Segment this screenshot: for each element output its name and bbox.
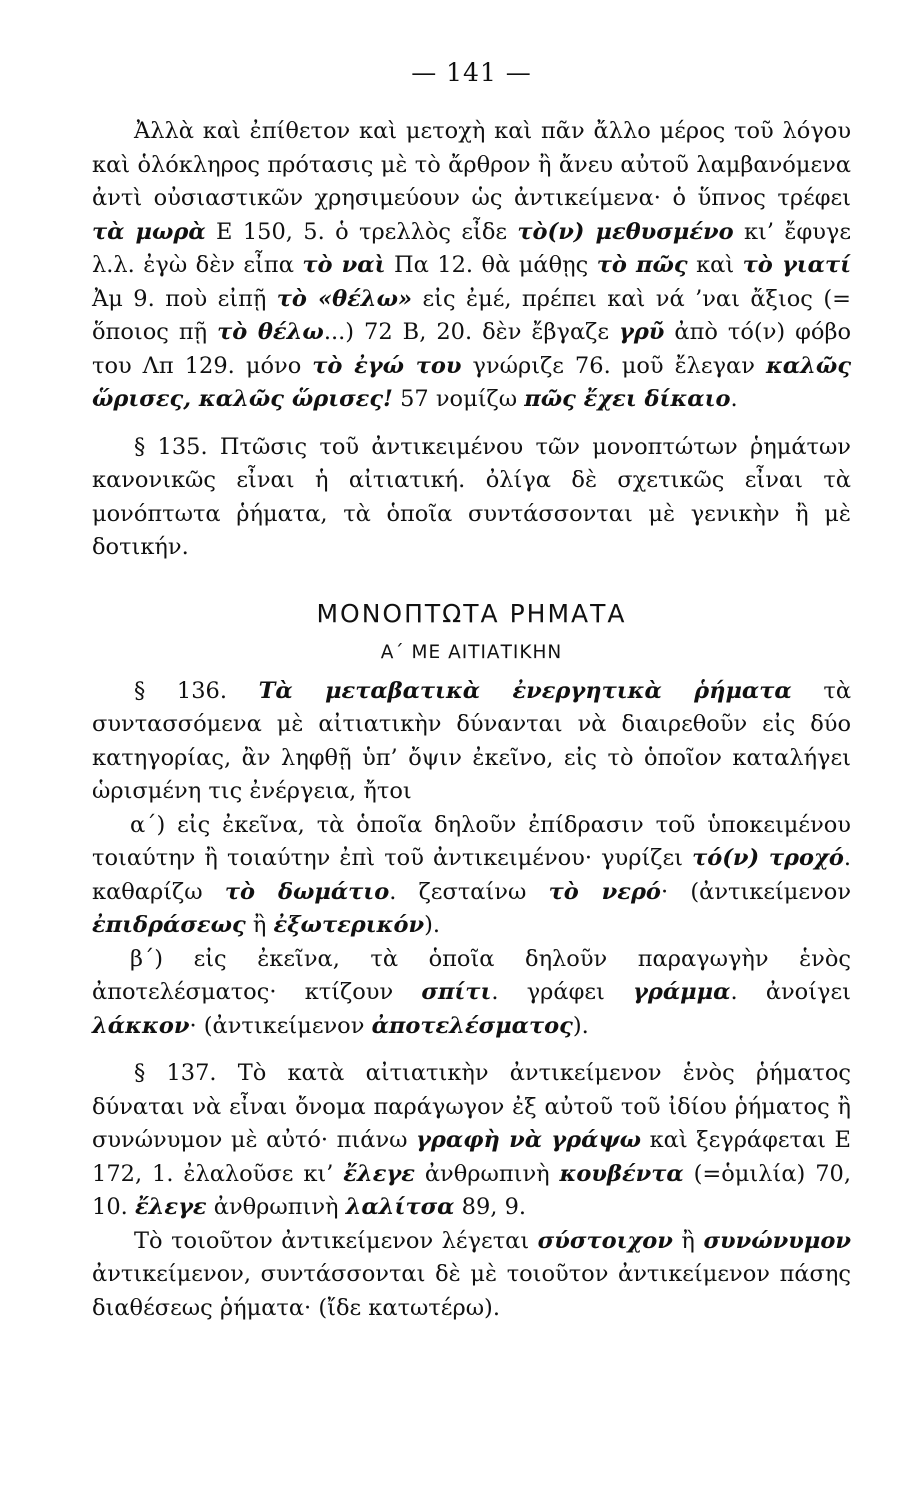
example-phrase: λαλίτσα [345,1194,455,1220]
list-item-alpha [92,809,851,943]
text-run: ...) 72 Β, 20. δὲν ἔβγαζε [323,319,619,345]
text-run: ). [424,912,441,938]
example-phrase: ἔλεγε [343,1160,415,1187]
example-phrase: λάκκον [92,1012,190,1039]
text-run: § 136. [134,677,259,704]
text-run: Ἀλλὰ καὶ ἐπίθετον καὶ μετοχὴ καὶ πᾶν ἄλλο μέρος τοῦ λόγου καὶ ὁλόκληρος πρότασις μὲ τὸ ἄρθρον ἢ ἄνευ αὐτοῦ λαμβανόμενα ἀντὶ οὐσιαστικῶν χρησιμεύουν ὡς ἀντικείμενα· ὁ ὕπνος τρέφει [92,118,851,211]
text-run: (=ὁμιλία) 70, 10. [92,1160,851,1220]
text-run: § 137. Τὸ κατὰ αἰτιατικὴν ἀντικείμενον ἑνὸς ῥήματος δύναται νὰ εἶναι ὄνομα παράγωγον ἐξ αὐτοῦ τοῦ ἰδίου ῥήματος ἢ συνώνυμον μὲ αὐτό· πιάνω [92,1060,851,1153]
key-term: ἐξωτερικόν [273,912,425,938]
example-phrase: τὸ πῶς [596,252,688,278]
text-run: καὶ ξεγράφεται Ε 172, 1. ἐλαλοῦσε κι’ [92,1127,851,1187]
example-phrase: τὸ νερό [548,878,661,905]
text-run: ἀνθρωπινὴ [414,1160,560,1187]
text-run: Τὸ τοιοῦτον ἀντικείμενον λέγεται [134,1227,538,1254]
list-item-beta [92,943,851,1044]
example-phrase: γραφὴ νὰ γράψω [416,1127,642,1153]
example-phrase: κουβέντα [559,1160,684,1187]
text-run: · (ἀντικείμενον [660,878,851,905]
example-phrase: καλῶς ὥρισες, καλῶς ὥρισες! [92,352,852,412]
example-phrase: τὸ ναὶ [302,252,386,278]
subsection-heading: Α΄ ΜΕ ΑΙΤΙΑΤΙΚΗΝ [380,641,563,663]
text-run: α΄) εἰς ἐκεῖνα, τὰ ὁποῖα δηλοῦν ἐπίδρασιν τοῦ ὑποκειμένου τοιαύτην ἢ τοιαύτην ἐπὶ τοῦ ἀντικειμένου· γυρίζει [92,811,851,871]
text-run: κι’ ἔφυγε λ.λ. ἐγὼ δὲν εἶπα [92,218,851,278]
text-run: γνώριζε 76. μοῦ ἔλεγαν [461,352,766,379]
key-term: σύστοιχον [537,1227,673,1254]
text-run: 57 νομίζω [392,386,525,412]
text-run: · (ἀντικείμενον [189,1012,372,1039]
example-phrase: τό(ν) τροχό [692,845,844,871]
text-run: . [730,386,738,412]
text-run: ). [572,1012,589,1039]
text-run: 89, 9. [454,1194,527,1220]
example-phrase: πῶς ἔχει δίκαιο [524,386,731,412]
paragraph-135: § 135. Πτῶσις τοῦ ἀντικειμένου τῶν μονοπτώτων ῥημάτων κανονικῶς εἶναι ἡ αἰτιατική. ὀλίγα δὲ σχετικῶς εἶναι τὰ μονόπτωτα ῥήματα, τὰ ὁποῖα συντάσσονται μὲ γενικὴν ἢ μὲ δοτικήν. [92,433,851,560]
example-phrase: τὰ μωρὰ [92,218,206,245]
text-run: ἀπὸ τό(ν) φόβο του Λπ 129. μόνο [92,319,852,379]
text-run: . ζεσταίνω [389,878,549,905]
section-heading: ΜΟΝΟΠΤΩΤΑ ΡΗΜΑΤΑ [316,598,627,628]
text-run: . καθαρίζω [92,845,851,905]
text-run: ἀνθρωπινὴ [206,1194,346,1220]
paragraph-cognate-object [92,1225,851,1326]
example-phrase: σπίτι [421,979,492,1005]
example-phrase: τὸ(ν) μεθυσμένο [517,218,734,245]
text-run: β΄) εἰς ἐκεῖνα, τὰ ὁποῖα δηλοῦν παραγωγὴν ἑνὸς ἀποτελέσματος· κτίζουν [92,945,851,1005]
example-phrase: γράμμα [633,979,731,1005]
text-run: ἀντικείμενον, συντάσσονται δὲ μὲ τοιοῦτον ἀντικείμενον πάσης διαθέσεως ῥήματα· (ἴδε κατωτέρω). [92,1261,851,1321]
key-term: ἐπιδράσεως [92,912,246,938]
key-term: Τὰ μεταβατικὰ ἐνεργητικὰ ῥήματα [258,677,792,704]
text-run: . ἀνοίγει [730,979,851,1005]
key-term: συνώνυμον [703,1227,851,1254]
paragraph-substantivized-objects [92,115,851,417]
text-run: Ἀμ 9. ποὺ εἰπῇ [92,285,277,312]
text-run: . γράφει [491,979,634,1005]
example-phrase: τὸ ἐγώ του [312,352,462,379]
text-run: καὶ [687,252,743,278]
text-run: Ε 150, 5. ὁ τρελλὸς εἶδε [205,218,518,245]
paragraph-137 [92,1057,851,1225]
text-run: ἢ [672,1227,704,1254]
example-phrase: τὸ «θέλω» [276,285,413,312]
text-run: εἰς ἐμέ, πρέπει καὶ νά ’ναι ἄξιος (= ὅποιος πῇ [92,285,851,345]
page-number: — 141 — [411,58,532,87]
example-phrase: τὸ δωμάτιο [224,878,390,905]
paragraph-136 [92,675,851,809]
text-run: τὰ συντασσόμενα μὲ αἰτιατικὴν δύνανται νὰ διαιρεθοῦν εἰς δύο κατηγορίας, ἂν ληφθῇ ὑπ’ ὄψιν ἐκεῖνο, εἰς τὸ ὁποῖον καταλήγει ὡρισμένη τις ἐνέργεια, ἤτοι [92,677,852,804]
text-run: ἢ [245,912,274,938]
example-phrase: τὸ θέλω [217,319,324,345]
example-phrase: γρῦ [618,319,665,345]
key-term: ἀποτελέσματος [371,1012,573,1039]
text-run: Πα 12. θὰ μάθῃς [385,252,597,278]
example-phrase: ἔλεγε [134,1194,207,1220]
example-phrase: τὸ γιατί [742,252,852,278]
